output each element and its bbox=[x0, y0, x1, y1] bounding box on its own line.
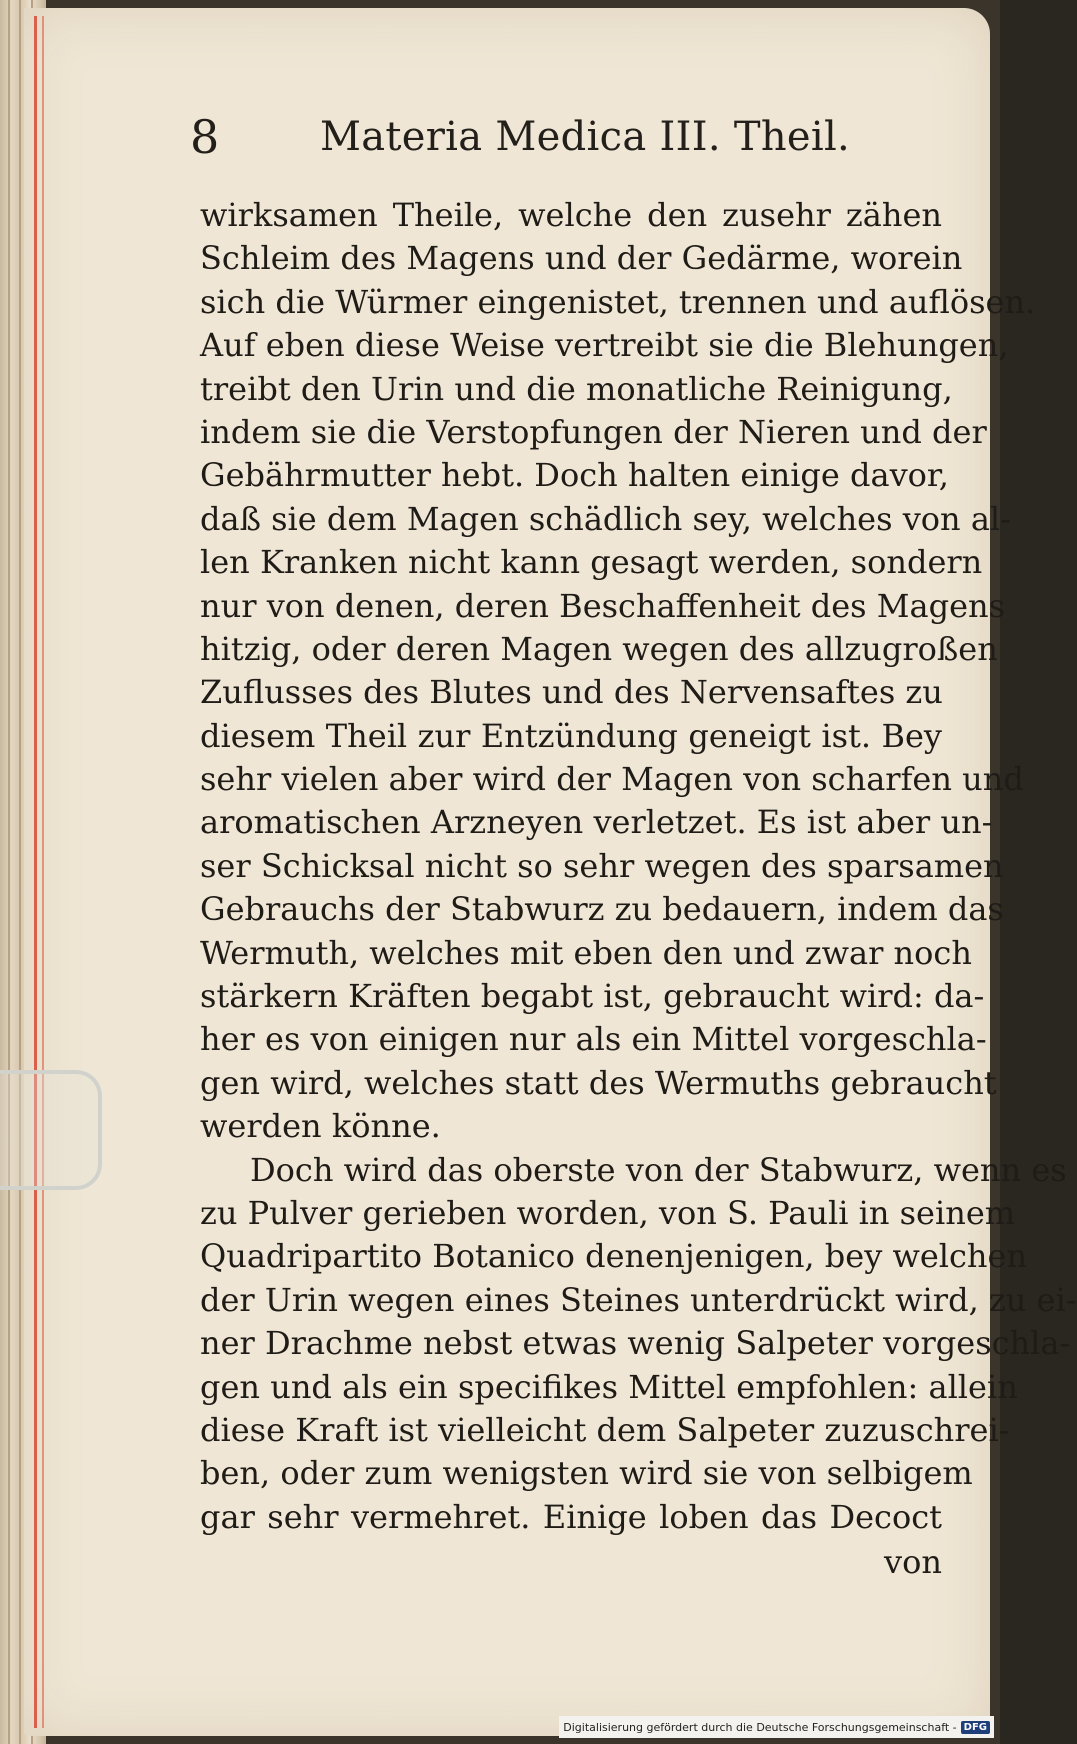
text-line: Wermuth, welches mit eben den und zwar noch bbox=[200, 933, 972, 972]
text-line: ben, oder zum wenigsten wird sie von selbigem bbox=[200, 1454, 973, 1493]
text-line: gen und als ein specifikes Mittel empfohlen: allein bbox=[200, 1367, 1018, 1406]
text-line: ner Drachme nebst etwas wenig Salpeter vorgeschla- bbox=[200, 1324, 1071, 1363]
text-line: nur von denen, deren Beschaffenheit des Magens bbox=[200, 586, 1006, 625]
text-line: Schleim des Magens und der Gedärme, worein bbox=[200, 239, 963, 278]
digitization-credit bbox=[559, 1716, 994, 1738]
text-line: wirksamen Theile, welche den zusehr zähen bbox=[200, 196, 942, 234]
text-line: stärkern Kräften begabt ist, gebraucht wird: da- bbox=[200, 977, 985, 1016]
text-line: daß sie dem Magen schädlich sey, welches von al- bbox=[200, 499, 1011, 538]
text-line: diese Kraft ist vielleicht dem Salpeter zuzuschrei- bbox=[200, 1410, 1010, 1449]
text-line: Zuflusses des Blutes und des Nervensaftes zu bbox=[200, 673, 943, 712]
text-line: zu Pulver gerieben worden, von S. Pauli in seinem bbox=[200, 1193, 1016, 1232]
text-line: der Urin wegen eines Steines unterdrückt wird, zu ei- bbox=[200, 1280, 1077, 1319]
body-text bbox=[200, 194, 1077, 1585]
text-line: gar sehr vermehret. Einige loben das Decoct bbox=[200, 1497, 942, 1536]
dfg-logo: DFG bbox=[961, 1721, 990, 1734]
page-clip bbox=[0, 1070, 102, 1190]
margin-rule-red-inner bbox=[42, 16, 44, 1728]
text-line: werden könne. bbox=[200, 1107, 441, 1146]
page-header bbox=[190, 110, 890, 170]
text-line: aromatischen Arzneyen verletzet. Es ist aber un- bbox=[200, 803, 993, 842]
text-line: Gebrauchs der Stabwurz zu bedauern, indem das bbox=[200, 890, 1004, 929]
text-line: ser Schicksal nicht so sehr wegen des sparsamen bbox=[200, 846, 1004, 885]
text-line: hitzig, oder deren Magen wegen des allzugroßen bbox=[200, 629, 998, 668]
text-line: sehr vielen aber wird der Magen von scharfen und bbox=[200, 760, 1024, 799]
text-line: Doch wird das oberste von der Stabwurz, wenn es bbox=[250, 1150, 1067, 1189]
running-title: Materia Medica III. Theil. bbox=[320, 114, 851, 160]
text-line: gen wird, welches statt des Wermuths gebraucht bbox=[200, 1063, 997, 1102]
text-line: sich die Würmer eingenistet, trennen und auflösen. bbox=[200, 282, 1036, 321]
text-line: treibt den Urin und die monatliche Reinigung, bbox=[200, 369, 953, 408]
page-number: 8 bbox=[190, 110, 220, 164]
text-line: her es von einigen nur als ein Mittel vorgeschla- bbox=[200, 1020, 987, 1059]
catchword: von bbox=[884, 1543, 942, 1582]
text-line: Auf eben diese Weise vertreibt sie die Blehungen, bbox=[200, 326, 1009, 365]
text-line: indem sie die Verstopfungen der Nieren und der bbox=[200, 412, 987, 451]
margin-rule-red bbox=[34, 16, 37, 1728]
text-line: diesem Theil zur Entzündung geneigt ist. Bey bbox=[200, 716, 942, 755]
text-line: len Kranken nicht kann gesagt werden, sondern bbox=[200, 543, 983, 582]
text-line: Quadripartito Botanico denenjenigen, bey welchen bbox=[200, 1237, 1028, 1276]
text-line: Gebährmutter hebt. Doch halten einige davor, bbox=[200, 456, 949, 495]
credit-text: Digitalisierung gefördert durch die Deutsche Forschungsgemeinschaft - bbox=[563, 1720, 957, 1734]
